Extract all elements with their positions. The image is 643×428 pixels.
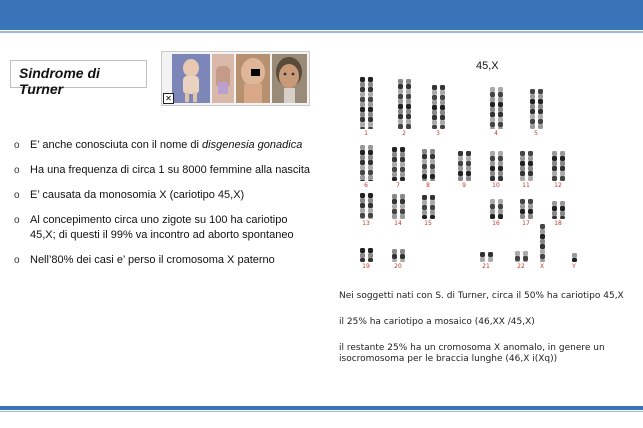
chromosome-6 — [360, 145, 365, 181]
chromosome-21 — [480, 252, 485, 262]
chromosome-11 — [520, 151, 525, 181]
bullet-text: Ha una frequenza di circa 1 su 8000 femmine alla nascita — [30, 164, 311, 176]
slide-title: Sindrome di Turner — [19, 65, 100, 97]
chromosome-label: 2 — [402, 130, 406, 137]
bullet-text: E’ anche conosciuta con il nome di — [30, 139, 203, 151]
patient-photos — [161, 51, 310, 106]
chromosome-X — [540, 224, 545, 262]
chromosome-9 — [458, 151, 463, 181]
chromosome-5 — [530, 89, 535, 129]
chromosome-21 — [488, 252, 493, 262]
chromosome-label: 6 — [364, 182, 368, 189]
bullet-marker: o — [14, 140, 20, 151]
chromosome-label: 20 — [394, 263, 402, 270]
bullet-list — [14, 138, 314, 278]
title-box — [10, 60, 147, 97]
chromosome-3 — [440, 85, 445, 129]
chromosome-label: 18 — [554, 220, 562, 227]
bullet-text: Al concepimento circa uno zigote su 100 ha cariotipo 45,X; di questi il 99% va incontro ad aborto spontaneo — [30, 214, 294, 241]
close-icon: ✕ — [163, 93, 174, 104]
chromosome-label: 14 — [394, 220, 402, 227]
chromosome-13 — [360, 193, 365, 219]
chromosome-label: 1 — [364, 130, 368, 137]
karyotype-note: il restante 25% ha un cromosoma X anomalo, in genere un isocromosoma per le braccia lunghe (46,X i(Xq)) — [339, 343, 605, 364]
karyotype-note: il 25% ha cariotipo a mosaico (46,XX /45,X) — [339, 317, 535, 327]
karyotype-title: 45,X — [476, 60, 499, 72]
chromosome-18 — [552, 201, 557, 219]
chromosome-13 — [368, 193, 373, 219]
chromosome-14 — [392, 194, 397, 219]
chromosome-11 — [528, 151, 533, 181]
chromosome-4 — [498, 87, 503, 129]
patient-photo-neck — [236, 54, 270, 103]
bottom-accent-bar — [0, 406, 643, 410]
chromosome-Y — [572, 253, 577, 262]
chromosome-8 — [422, 149, 427, 181]
chromosome-4 — [490, 87, 495, 129]
chromosome-12 — [552, 151, 557, 181]
chromosome-22 — [523, 251, 528, 262]
chromosome-20 — [392, 249, 397, 262]
top-accent-line — [0, 31, 643, 33]
chromosome-10 — [490, 151, 495, 181]
chromosome-19 — [368, 248, 373, 262]
bullet-item-paternal — [14, 253, 314, 268]
chromosome-20 — [400, 249, 405, 262]
chromosome-22 — [515, 251, 520, 262]
bullet-item-frequency — [14, 163, 314, 178]
bullet-text: Nell’80% dei casi e’ perso il cromosoma X paterno — [30, 254, 275, 266]
bullet-item-conception — [14, 213, 314, 243]
chromosome-label: 5 — [534, 130, 538, 137]
chromosome-2 — [398, 79, 403, 129]
chromosome-6 — [368, 145, 373, 181]
chromosome-label: 12 — [554, 182, 562, 189]
chromosome-label: 8 — [426, 182, 430, 189]
bullet-emphasis: disgenesia gonadica — [202, 139, 303, 151]
chromosome-label: 9 — [462, 182, 466, 189]
chromosome-19 — [360, 248, 365, 262]
bullet-marker: o — [14, 165, 20, 176]
patient-photo-face — [272, 54, 307, 103]
chromosome-label: 10 — [492, 182, 500, 189]
bullet-marker: o — [14, 190, 20, 201]
bullet-item-cause — [14, 188, 314, 203]
chromosome-label: 21 — [482, 263, 490, 270]
chromosome-label: 4 — [494, 130, 498, 137]
chromosome-2 — [406, 79, 411, 129]
chromosome-label: Y — [572, 263, 576, 270]
chromosome-1 — [368, 77, 373, 129]
chromosome-8 — [430, 149, 435, 181]
chromosome-17 — [528, 199, 533, 219]
chromosome-14 — [400, 194, 405, 219]
chromosome-label: X — [539, 263, 545, 270]
chromosome-label: 11 — [522, 182, 530, 189]
chromosome-10 — [498, 151, 503, 181]
chromosome-label: 16 — [492, 220, 500, 227]
chromosome-label: 7 — [396, 182, 400, 189]
bottom-accent-line — [0, 411, 643, 412]
bullet-text: E’ causata da monosomia X (cariotipo 45,X) — [30, 189, 245, 201]
bullet-item-aka — [14, 138, 314, 153]
top-accent-bar — [0, 0, 643, 30]
chromosome-12 — [560, 151, 565, 181]
chromosome-label: 13 — [362, 220, 370, 227]
chromosome-label: 22 — [517, 263, 525, 270]
chromosome-9 — [466, 151, 471, 181]
karyotype-notes — [339, 291, 639, 380]
chromosome-label: 15 — [424, 220, 432, 227]
chromosome-15 — [430, 195, 435, 219]
chromosome-label: 19 — [362, 263, 370, 270]
karyotype-note: Nei soggetti nati con S. di Turner, circa il 50% ha cariotipo 45,X — [339, 291, 624, 301]
chromosome-16 — [490, 199, 495, 219]
patient-photo-detail — [212, 54, 234, 103]
bullet-marker: o — [14, 215, 20, 226]
chromosome-1 — [360, 77, 365, 129]
chromosome-15 — [422, 195, 427, 219]
chromosome-7 — [400, 147, 405, 181]
chromosome-17 — [520, 199, 525, 219]
chromosome-5 — [538, 89, 543, 129]
bullet-marker: o — [14, 255, 20, 266]
chromosome-7 — [392, 147, 397, 181]
chromosome-3 — [432, 85, 437, 129]
chromosome-18 — [560, 201, 565, 219]
chromosome-16 — [498, 199, 503, 219]
patient-photo-infant — [172, 54, 210, 103]
karyotype-image — [340, 75, 630, 275]
chromosome-label: 3 — [436, 130, 440, 137]
chromosome-label: 17 — [522, 220, 530, 227]
